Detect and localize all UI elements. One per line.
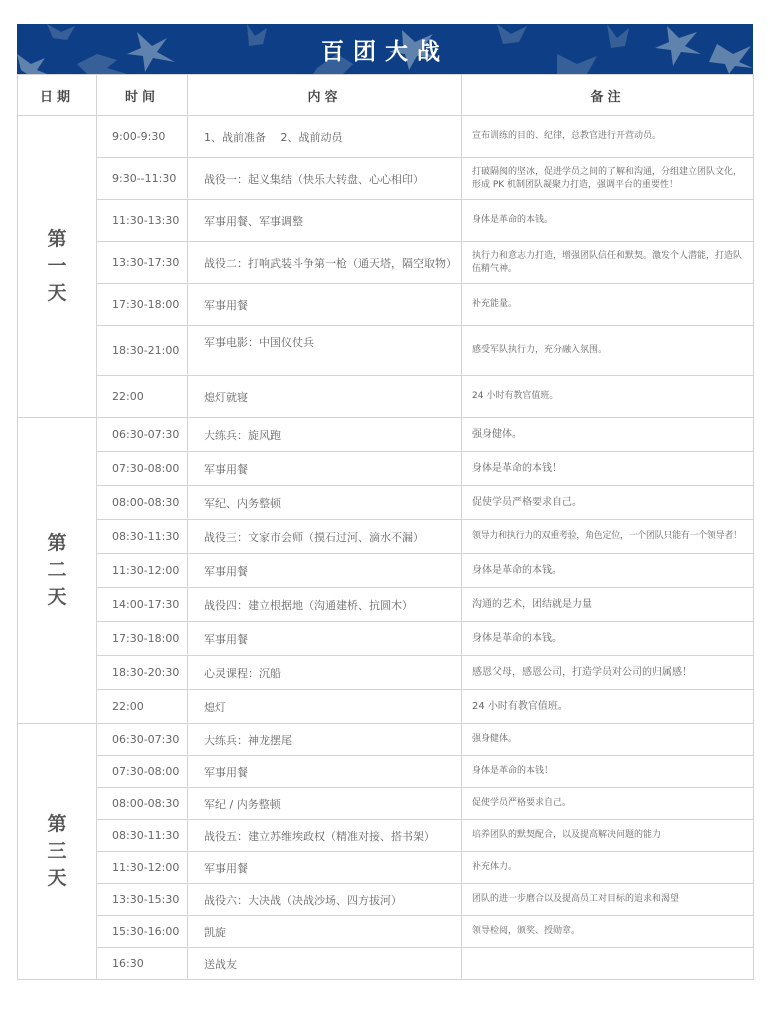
note-cell: 感受军队执行力，充分融入氛围。 [462,326,754,376]
time-cell: 9:00-9:30 [97,116,188,158]
content-cell: 熄灯就寝 [188,376,462,418]
day-label-cell [18,724,97,980]
content-cell: 军事用餐 [188,452,462,486]
time-cell: 14:00-17:30 [97,588,188,622]
content-cell: 战役六：大决战（决战沙场、四方拔河） [188,884,462,916]
note-cell: 沟通的艺术，团结就是力量 [462,588,754,622]
schedule-sheet [17,24,753,980]
note-cell: 宣布训练的目的、纪律，总教官进行开营动员。 [462,116,754,158]
time-cell: 15:30-16:00 [97,916,188,948]
time-cell: 13:30-17:30 [97,242,188,284]
table-row [18,884,754,916]
content-cell: 军事用餐 [188,284,462,326]
note-cell: 身体是革命的本钱！ [462,452,754,486]
time-cell: 08:00-08:30 [97,788,188,820]
content-cell: 军事用餐 [188,852,462,884]
time-cell: 22:00 [97,690,188,724]
note-cell: 24 小时有教官值班。 [462,376,754,418]
time-cell: 07:30-08:00 [97,452,188,486]
note-cell: 补充体力。 [462,852,754,884]
table-row [18,418,754,452]
time-cell: 11:30-12:00 [97,852,188,884]
table-row [18,520,754,554]
header-row [18,75,754,116]
table-row [18,554,754,588]
time-cell: 9:30--11:30 [97,158,188,200]
table-row [18,948,754,980]
note-cell: 24 小时有教官值班。 [462,690,754,724]
title-banner [17,24,753,74]
table-row [18,756,754,788]
note-cell: 促使学员严格要求自己。 [462,486,754,520]
note-cell: 身体是革命的本钱。 [462,200,754,242]
time-cell: 13:30-15:30 [97,884,188,916]
table-row [18,690,754,724]
table-row [18,622,754,656]
content-cell: 军事电影：中国仪仗兵 [188,326,462,376]
note-cell: 感恩父母，感恩公司，打造学员对公司的归属感！ [462,656,754,690]
content-cell: 军纪 / 内务整顿 [188,788,462,820]
content-cell: 战役三：文家市会师（摸石过河、滴水不漏） [188,520,462,554]
content-cell: 大练兵：神龙摆尾 [188,724,462,756]
time-cell: 18:30-21:00 [97,326,188,376]
table-row [18,326,754,376]
header-time: 时间 [97,75,188,116]
content-cell: 军事用餐 [188,622,462,656]
note-cell: 促使学员严格要求自己。 [462,788,754,820]
time-cell: 08:00-08:30 [97,486,188,520]
table-row [18,116,754,158]
table-row [18,242,754,284]
table-row [18,852,754,884]
note-cell: 打破隔阂的坚冰，促进学员之间的了解和沟通，分组建立团队文化，形成 PK 机制团队凝聚力打造，强调平台的重要性！ [462,158,754,200]
time-cell: 18:30-20:30 [97,656,188,690]
content-cell: 熄灯 [188,690,462,724]
note-cell: 强身健体。 [462,418,754,452]
content-cell: 大练兵：旋风跑 [188,418,462,452]
note-cell: 身体是革命的本钱！ [462,756,754,788]
content-cell: 军事用餐 [188,554,462,588]
table-row [18,200,754,242]
note-cell: 身体是革命的本钱。 [462,622,754,656]
header-date: 日期 [18,75,97,116]
time-cell: 11:30-12:00 [97,554,188,588]
table-row [18,724,754,756]
schedule-table [17,74,754,980]
day-label: 第一天 [47,228,67,304]
content-cell: 军纪、内务整顿 [188,486,462,520]
note-cell: 领导力和执行力的双重考验，角色定位，一个团队只能有一个领导者！ [462,520,754,554]
day-label-cell [18,418,97,724]
content-cell: 军事用餐 [188,756,462,788]
time-cell: 08:30-11:30 [97,520,188,554]
note-cell [462,948,754,980]
note-cell: 培养团队的默契配合，以及提高解决问题的能力 [462,820,754,852]
day-label-cell [18,116,97,418]
time-cell: 22:00 [97,376,188,418]
header-note: 备注 [462,75,754,116]
table-row [18,588,754,622]
time-cell: 08:30-11:30 [97,820,188,852]
note-cell: 身体是革命的本钱。 [462,554,754,588]
note-cell: 补充能量。 [462,284,754,326]
content-cell: 1、战前准备 2、战前动员 [188,116,462,158]
table-row [18,284,754,326]
content-cell: 战役四：建立根据地（沟通建桥、抗圆木） [188,588,462,622]
time-cell: 06:30-07:30 [97,418,188,452]
table-row [18,452,754,486]
content-cell: 凯旋 [188,916,462,948]
table-row [18,656,754,690]
time-cell: 17:30-18:00 [97,622,188,656]
header-content: 内容 [188,75,462,116]
content-cell: 战役二：打响武装斗争第一枪（通天塔，隔空取物） [188,242,462,284]
note-cell: 强身健体。 [462,724,754,756]
table-row [18,788,754,820]
time-cell: 17:30-18:00 [97,284,188,326]
time-cell: 07:30-08:00 [97,756,188,788]
time-cell: 11:30-13:30 [97,200,188,242]
content-cell: 送战友 [188,948,462,980]
time-cell: 16:30 [97,948,188,980]
table-row [18,158,754,200]
note-cell: 团队的进一步磨合以及提高员工对目标的追求和渴望 [462,884,754,916]
content-cell: 军事用餐、军事调整 [188,200,462,242]
table-row [18,376,754,418]
page-title: 百团大战 [321,39,449,65]
table-row [18,486,754,520]
content-cell: 心灵课程：沉船 [188,656,462,690]
time-cell: 06:30-07:30 [97,724,188,756]
content-cell: 战役五：建立苏维埃政权（精准对接、搭书架） [188,820,462,852]
table-row [18,820,754,852]
table-row [18,916,754,948]
note-cell: 执行力和意志力打造，增强团队信任和默契。激发个人潜能，打造队伍精气神。 [462,242,754,284]
content-cell: 战役一：起义集结（快乐大转盘、心心相印） [188,158,462,200]
note-cell: 领导检阅，颁奖、授勋章。 [462,916,754,948]
day-label: 第三天 [47,813,67,889]
day-label: 第二天 [47,532,67,608]
